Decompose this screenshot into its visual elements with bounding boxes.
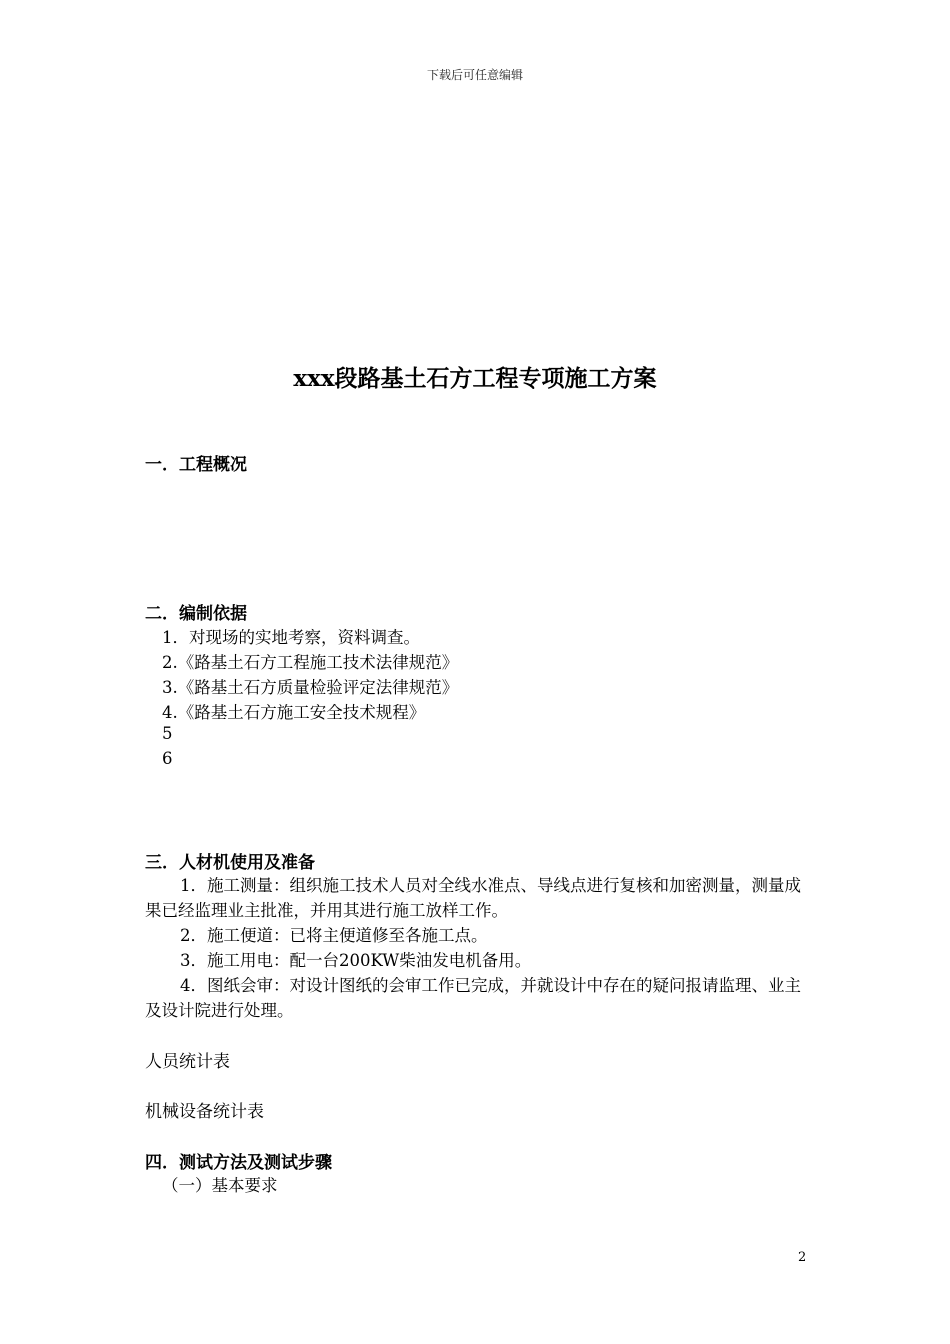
section-4-heading: 四．测试方法及测试步骤: [145, 1153, 332, 1173]
basis-item-2: 2.《路基土石方工程施工技术法律规范》: [162, 653, 459, 672]
equipment-table-caption: 机械设备统计表: [145, 1102, 264, 1122]
basis-item-4: 4.《路基土石方施工安全技术规程》: [162, 703, 426, 722]
prep-para-2: 2．施工便道：已将主便道修至各施工点。: [180, 926, 488, 945]
basis-item-5: 5: [162, 724, 173, 743]
basic-requirements-subheading: （一）基本要求: [162, 1176, 278, 1195]
header-note: 下载后可任意编辑: [426, 68, 523, 82]
prep-para-3: 3．施工用电：配一台200KW柴油发电机备用。: [180, 951, 532, 970]
section-1-heading: 一．工程概况: [145, 455, 247, 475]
personnel-table-caption: 人员统计表: [145, 1052, 230, 1072]
section-2-heading: 二．编制依据: [145, 604, 247, 624]
section-3-heading: 三．人材机使用及准备: [145, 853, 315, 873]
prep-para-1: 1．施工测量：组织施工技术人员对全线水准点、导线点进行复核和加密测量，测量成果已经监理业主批准，并用其进行施工放样工作。: [145, 876, 801, 920]
page-number: 2: [798, 1250, 807, 1265]
basis-item-1: 1．对现场的实地考察，资料调查。: [162, 628, 420, 647]
document-title: xxx段路基土石方工程专项施工方案: [293, 365, 657, 392]
basis-item-3: 3.《路基土石方质量检验评定法律规范》: [162, 678, 459, 697]
basis-item-6: 6: [162, 749, 173, 768]
prep-para-4: 4．图纸会审：对设计图纸的会审工作已完成，并就设计中存在的疑问报请监理、业主及设计院进行处理。: [145, 976, 801, 1020]
